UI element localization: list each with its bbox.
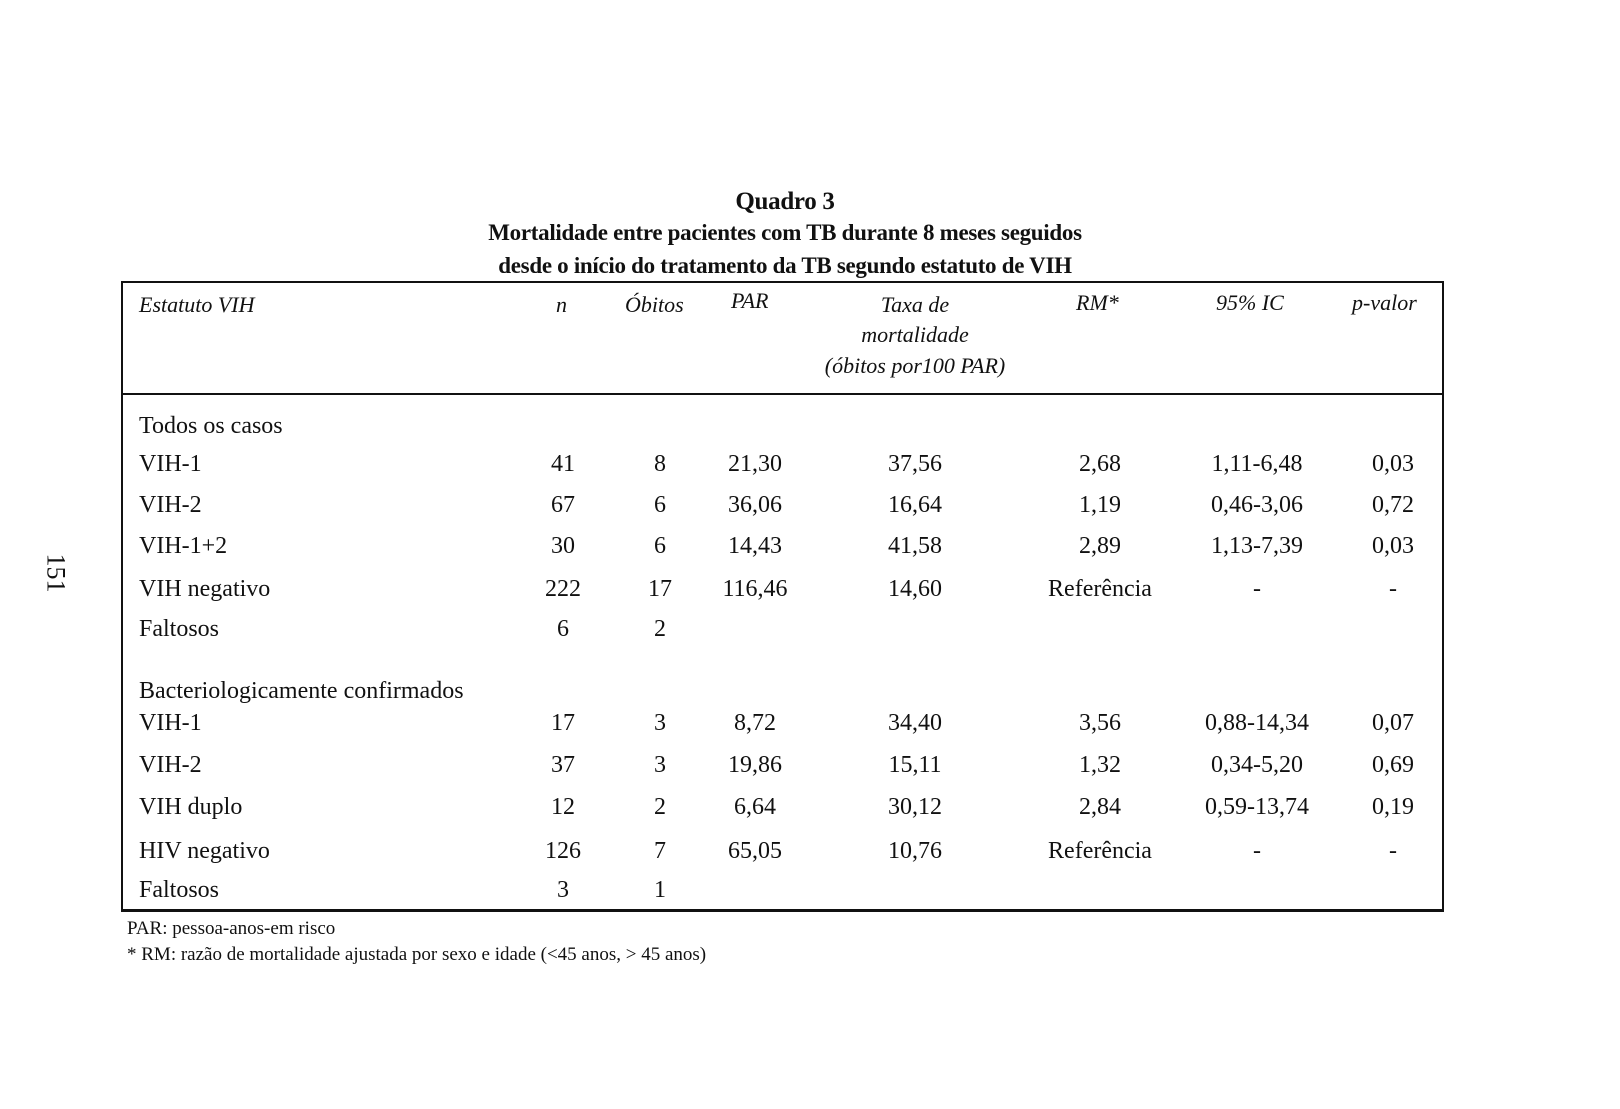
header-rm: RM* — [1076, 290, 1119, 315]
header-n: n — [556, 292, 567, 317]
row-label: Faltosos — [139, 616, 220, 642]
cell-p: 0,03 — [1372, 533, 1414, 559]
row-label: VIH negativo — [139, 576, 271, 602]
cell-ic: 0,59-13,74 — [1205, 794, 1309, 820]
header-divider — [121, 393, 1442, 395]
cell-ic: 0,88-14,34 — [1205, 710, 1309, 736]
cell-par: 65,05 — [728, 838, 782, 864]
cell-rm: Referência — [1048, 576, 1152, 602]
cell-ic: 1,11-6,48 — [1211, 451, 1303, 477]
cell-par: 6,64 — [734, 794, 776, 820]
cell-rm: 3,56 — [1079, 710, 1121, 736]
cell-par: 116,46 — [722, 576, 788, 602]
row-label: VIH-1 — [139, 710, 202, 736]
cell-n: 6 — [557, 616, 569, 642]
row-label: VIH duplo — [139, 794, 243, 820]
cell-obitos: 1 — [654, 877, 666, 903]
footnote-par: PAR: pessoa-anos-em risco — [127, 918, 336, 939]
row-label: HIV negativo — [139, 838, 270, 864]
cell-ic: 0,46-3,06 — [1211, 492, 1303, 518]
cell-p: 0,19 — [1372, 794, 1414, 820]
section-label: Bacteriologicamente confirmados — [139, 678, 464, 704]
cell-taxa: 15,11 — [888, 752, 942, 778]
header-taxa-line-2: mortalidade — [861, 322, 969, 347]
cell-taxa: 37,56 — [888, 451, 942, 477]
table-title-line-1: Mortalidade entre pacientes com TB durante 8 meses seguidos — [488, 220, 1082, 245]
row-label: VIH-2 — [139, 752, 202, 778]
cell-p: 0,07 — [1372, 710, 1414, 736]
header-par: PAR — [731, 288, 769, 313]
cell-obitos: 3 — [654, 710, 666, 736]
cell-p: 0,03 — [1372, 451, 1414, 477]
header-taxa-line-3: (óbitos por100 PAR) — [824, 353, 1006, 378]
cell-taxa: 34,40 — [888, 710, 942, 736]
cell-ic: 1,13-7,39 — [1211, 533, 1303, 559]
cell-taxa: 10,76 — [888, 838, 942, 864]
cell-obitos: 2 — [654, 616, 666, 642]
header-obitos: Óbitos — [625, 292, 684, 317]
cell-p: 0,72 — [1372, 492, 1414, 518]
cell-rm: 2,89 — [1079, 533, 1121, 559]
cell-obitos: 2 — [654, 794, 666, 820]
cell-taxa: 30,12 — [888, 794, 942, 820]
cell-n: 41 — [551, 451, 575, 477]
cell-obitos: 7 — [654, 838, 666, 864]
cell-par: 14,43 — [728, 533, 782, 559]
cell-rm: 2,68 — [1079, 451, 1121, 477]
cell-n: 17 — [551, 710, 575, 736]
section-label: Todos os casos — [139, 413, 283, 439]
cell-ic: - — [1253, 838, 1261, 864]
cell-obitos: 17 — [648, 576, 672, 602]
cell-n: 126 — [545, 838, 581, 864]
cell-n: 12 — [551, 794, 575, 820]
cell-par: 21,30 — [728, 451, 782, 477]
cell-n: 222 — [545, 576, 581, 602]
cell-ic: - — [1253, 576, 1261, 602]
cell-rm: 1,19 — [1079, 492, 1121, 518]
cell-ic: 0,34-5,20 — [1211, 752, 1303, 778]
row-label: Faltosos — [139, 877, 220, 903]
cell-p: - — [1389, 576, 1397, 602]
page-number: 151 — [41, 553, 71, 593]
cell-obitos: 6 — [654, 492, 666, 518]
cell-taxa: 41,58 — [888, 533, 942, 559]
cell-taxa: 16,64 — [888, 492, 942, 518]
cell-obitos: 3 — [654, 752, 666, 778]
cell-taxa: 14,60 — [888, 576, 942, 602]
row-label: VIH-2 — [139, 492, 202, 518]
cell-rm: 1,32 — [1079, 752, 1121, 778]
cell-p: - — [1389, 838, 1397, 864]
cell-rm: 2,84 — [1079, 794, 1121, 820]
header-ic: 95% IC — [1216, 290, 1284, 315]
row-label: VIH-1+2 — [139, 533, 228, 559]
cell-n: 3 — [557, 877, 569, 903]
header-p-valor: p-valor — [1352, 290, 1417, 315]
row-label: VIH-1 — [139, 451, 202, 477]
cell-par: 36,06 — [728, 492, 782, 518]
header-taxa-line-1: Taxa de — [880, 292, 950, 317]
header-status: Estatuto VIH — [139, 292, 255, 317]
cell-obitos: 6 — [654, 533, 666, 559]
table-title-line-2: desde o início do tratamento da TB segundo estatuto de VIH — [498, 253, 1072, 278]
cell-n: 30 — [551, 533, 575, 559]
table-number: Quadro 3 — [735, 188, 835, 215]
cell-rm: Referência — [1048, 838, 1152, 864]
cell-n: 37 — [551, 752, 575, 778]
cell-n: 67 — [551, 492, 575, 518]
cell-p: 0,69 — [1372, 752, 1414, 778]
cell-par: 8,72 — [734, 710, 776, 736]
cell-par: 19,86 — [728, 752, 782, 778]
footnote-rm: * RM: razão de mortalidade ajustada por sexo e idade (<45 anos, > 45 anos) — [127, 944, 707, 965]
cell-obitos: 8 — [654, 451, 666, 477]
